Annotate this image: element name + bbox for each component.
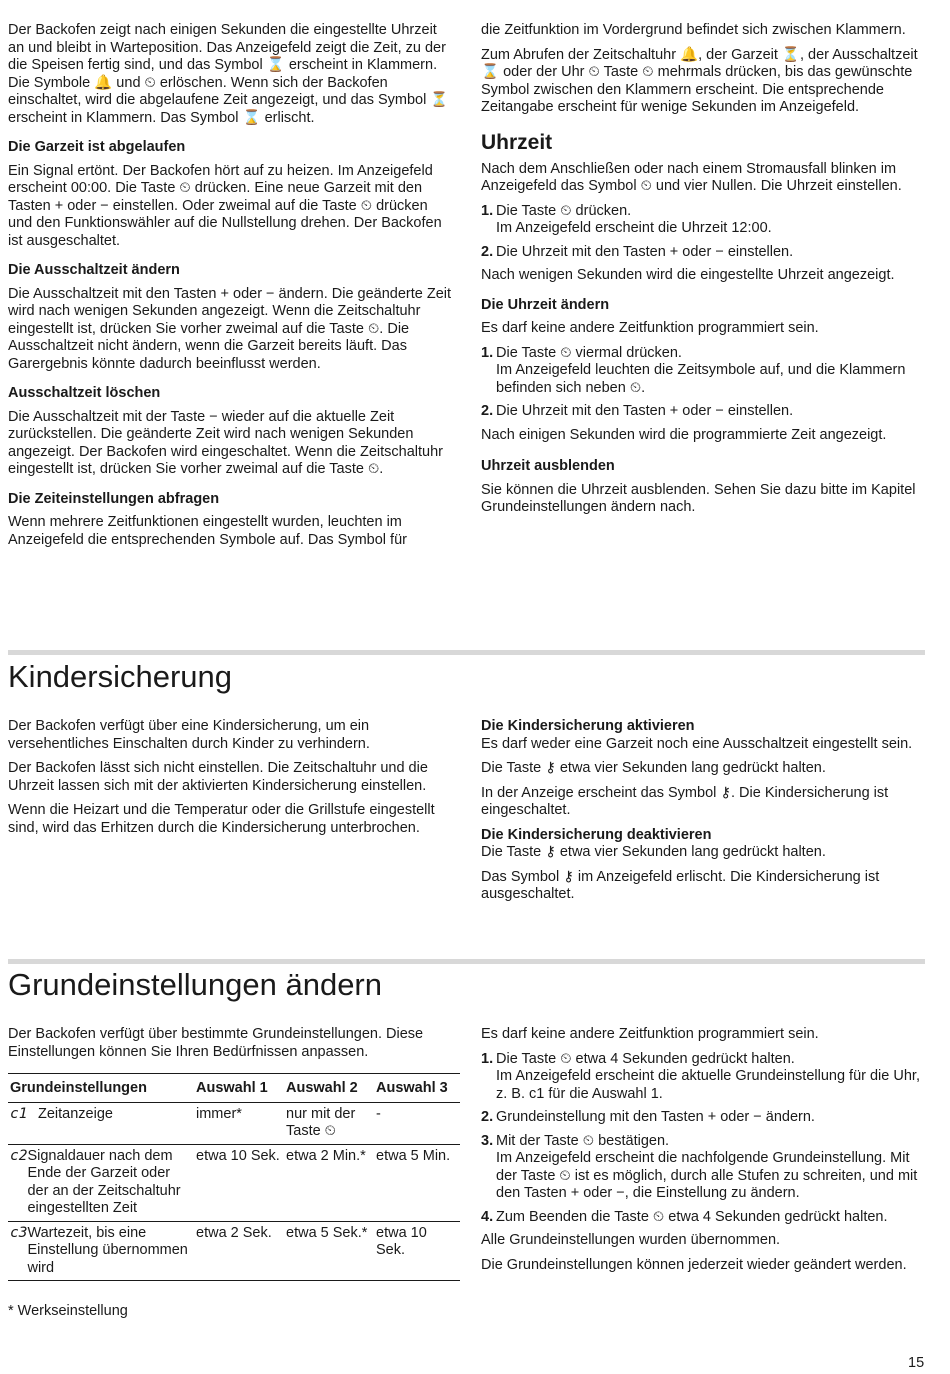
kinder-p3: Wenn die Heizart und die Temperatur oder die Grillstufe eingestellt sind, wird das Erhitzen durch die Kindersicherung unterbrochen. — [8, 802, 435, 836]
section-divider — [8, 650, 925, 655]
uhrzeit-ausblenden-text: Sie können die Uhrzeit ausblenden. Sehen Sie dazu bitte im Kapitel Grundeinstellungen ändern nach. — [481, 481, 916, 515]
grund-step-1: 1. Die Taste ⏲ etwa 4 Sekunden gedrückt halten. Im Anzeigefeld erscheint die aktuelle Grundeinstellung für die Uhr, z. B. c1 für die Auswahl 1. — [481, 1050, 920, 1102]
zeiteinstellungen-abfragen-text: Wenn mehrere Zeitfunktionen eingestellt wurden, leuchten im Anzeigefeld die entsprechenden Symbole auf. Das Symbol für — [8, 514, 407, 548]
kinder-aktivieren-p2: Die Taste ⚷ etwa vier Sekunden lang gedrückt halten. — [481, 760, 826, 776]
uhrzeit-step-1: 1. Die Taste ⏲ drücken. Im Anzeigefeld erscheint die Uhrzeit 12:00. — [481, 202, 772, 236]
kinder-p1: Der Backofen verfügt über eine Kindersicherung, um ein versehentliches Einschalten durch Kinder zu verhindern. — [8, 718, 370, 752]
kindersicherung-right-column — [481, 718, 925, 911]
grund-after-2: Die Grundeinstellungen können jederzeit wieder geändert werden. — [481, 1256, 907, 1273]
kindersicherung-left-column — [8, 718, 454, 844]
section-divider — [8, 959, 925, 964]
grundeinstellungen-table — [8, 1073, 460, 1281]
table-footnote: * Werkseinstellung — [8, 1303, 128, 1319]
table-row — [8, 1144, 460, 1221]
uhrzeit-aendern-after: Nach einigen Sekunden wird die programmierte Zeit angezeigt. — [481, 426, 887, 443]
ausschaltzeit-loeschen-heading: Ausschaltzeit löschen — [8, 385, 161, 401]
grund-step-3-text: Mit der Taste ⏲ bestätigen. — [496, 1132, 670, 1149]
grund-step-2-text: Grundeinstellung mit den Tasten + oder − ändern. — [496, 1109, 815, 1125]
uhrzeit-heading: Uhrzeit — [481, 130, 553, 154]
kinder-deaktivieren-p1: Die Taste ⚷ etwa vier Sekunden lang gedrückt halten. — [481, 844, 826, 860]
uhrzeit-aendern-heading: Die Uhrzeit ändern — [481, 296, 610, 313]
setting-code: c1 — [10, 1105, 28, 1122]
kinder-p2: Der Backofen lässt sich nicht einstellen. Die Zeitschaltuhr und die Uhrzeit lassen sich mit der aktivierten Kindersicherung einstellen. — [8, 760, 428, 794]
table-cell: etwa 2 Min.* — [284, 1144, 374, 1221]
kinder-aktivieren-p1: Es darf weder eine Garzeit noch eine Ausschaltzeit eingestellt sein. — [481, 735, 913, 752]
top-left-column — [8, 22, 454, 556]
grund-step-4: 4. Zum Beenden die Taste ⏲ etwa 4 Sekunden gedrückt halten. — [481, 1209, 925, 1227]
table-row — [8, 1102, 460, 1144]
ausschaltzeit-aendern-heading: Die Ausschaltzeit ändern — [8, 262, 180, 278]
uhrzeit-ausblenden-heading: Uhrzeit ausblenden — [481, 458, 615, 474]
top-right-column — [481, 22, 925, 524]
uhrzeit-intro: Nach dem Anschließen oder nach einem Stromausfall blinken im Anzeigefeld das Symbol ⏲ und vier Nullen. Die Uhrzeit einstellen. — [481, 160, 902, 194]
grund-step-2: 2. Grundeinstellung mit den Tasten + oder − ändern. — [481, 1109, 925, 1127]
table-cell: etwa 10 Sek. — [194, 1144, 284, 1221]
setting-name: Zeitanzeige — [38, 1105, 113, 1122]
grundeinstellungen-title: Grundeinstellungen ändern — [8, 967, 382, 1002]
uhrzeit-step-2-text: Die Uhrzeit mit den Tasten + oder − einstellen. — [496, 243, 794, 260]
table-header: Grundeinstellungen — [8, 1074, 194, 1103]
grund-step-3: 3. Mit der Taste ⏲ bestätigen. Im Anzeigefeld erscheint die nachfolgende Grundeinstellung. Mit der Taste ⏲ ist es möglich, durch alle Stufen zu schreiten, und mit den Tasten + oder −, die Einstellung zu ändern. — [481, 1132, 918, 1201]
table-cell: etwa 10 Sek. — [374, 1221, 460, 1281]
ausschaltzeit-loeschen-text: Die Ausschaltzeit mit der Taste − wieder auf die aktuelle Zeit zurückstellen. Die geänderte Zeit wird nach wenigen Sekunden angezeigt. Der Backofen wird eingeschaltet. Wenn die Zeitschaltuhr eingestellt ist, drücken Sie vorher zweimal auf die Taste ⏲. — [8, 408, 443, 477]
uhrzeit-aendern-step-1-detail: Im Anzeigefeld leuchten die Zeitsymbole auf, und die Klammern befinden sich neben ⏲. — [496, 362, 906, 396]
table-cell: - — [374, 1102, 460, 1144]
grund-step-3-detail: Im Anzeigefeld erscheint die nachfolgende Grundeinstellung. Mit der Taste ⏲ ist es möglich, durch alle Stufen zu schreiten, und mit den Tasten + oder −, die Einstellung zu ändern. — [496, 1150, 918, 1201]
kinder-deaktivieren-heading: Die Kindersicherung deaktivieren — [481, 826, 712, 843]
table-cell: etwa 2 Sek. — [194, 1221, 284, 1281]
page-number: 15 — [908, 1355, 925, 1371]
grund-step-4-text: Zum Beenden die Taste ⏲ etwa 4 Sekunden gedrückt halten. — [496, 1208, 888, 1225]
garzeit-text: Ein Signal ertönt. Der Backofen hört auf zu heizen. Im Anzeigefeld erscheint 00:00. Die Taste ⏲ drücken. Eine neue Garzeit mit den Tasten + oder − einstellen. Oder zweimal auf die Taste ⏲ drücken und den Funktionswähler auf die Nullstellung drehen. Der Backofen ist ausgeschaltet. — [8, 162, 442, 249]
grund-step-1-text: Die Taste ⏲ etwa 4 Sekunden gedrückt halten. — [496, 1050, 795, 1067]
uhrzeit-step-1-text: Die Taste ⏲ drücken. — [496, 202, 632, 219]
table-header: Auswahl 3 — [374, 1074, 460, 1103]
table-cell: etwa 5 Min. — [374, 1144, 460, 1221]
uhrzeit-aendern-text: Es darf keine andere Zeitfunktion programmiert sein. — [481, 320, 819, 336]
uhrzeit-aendern-step-1-text: Die Taste ⏲ viermal drücken. — [496, 344, 682, 361]
setting-code: c2 — [10, 1147, 28, 1164]
uhrzeit-aendern-step-1: 1. Die Taste ⏲ viermal drücken. Im Anzeigefeld leuchten die Zeitsymbole auf, und die Klammern befinden sich neben ⏲. — [481, 344, 906, 396]
grund-r-p1: Es darf keine andere Zeitfunktion programmiert sein. — [481, 1026, 819, 1042]
kindersicherung-title: Kindersicherung — [8, 659, 233, 694]
table-cell: etwa 5 Sek.* — [284, 1221, 374, 1281]
oven-intro-text: Der Backofen zeigt nach einigen Sekunden die eingestellte Uhrzeit an und bleibt in Warteposition. Das Anzeigefeld zeigt die Zeit, zu der die Speisen fertig sind, und das Symbol ⌛ erscheint in Klammern. Die Symbole 🔔 und ⏲ erlöschen. Wenn sich der Backofen einschaltet, wird die abgelaufene Zeit angezeigt, und das Symbol ⏳ erscheint in Klammern. Das Symbol ⌛ erlischt. — [8, 22, 449, 126]
setting-name: Wartezeit, bis eine Einstellung übernommen wird — [27, 1224, 188, 1276]
table-row — [8, 1221, 460, 1281]
grund-right-column — [481, 1026, 925, 1281]
abruf-text: Zum Abrufen der Zeitschaltuhr 🔔, der Garzeit ⏳, der Ausschaltzeit ⌛ oder der Uhr ⏲ Taste ⏲ mehrmals drücken, bis das gewünschte Symbol zwischen den Klammern erscheint. Die entsprechende Zeitangabe erscheint für wenige Sekunden im Anzeigefeld. — [481, 46, 918, 115]
uhrzeit-after-text: Nach wenigen Sekunden wird die eingestellte Uhrzeit angezeigt. — [481, 267, 895, 283]
table-header-row — [8, 1074, 460, 1103]
ausschaltzeit-aendern-text: Die Ausschaltzeit mit den Tasten + oder − ändern. Die geänderte Zeit wird nach wenigen Sekunden angezeigt. Wenn die Zeitschaltuhr eingestellt ist, drücken Sie vorher zweimal auf die Taste ⏲. Die Ausschaltzeit nicht ändern, wenn die Garzeit bereits läuft. Das Garergebnis könnte dadurch beeinflusst werden. — [8, 285, 452, 372]
table-cell: nur mit der Taste ⏲ — [284, 1102, 374, 1144]
uhrzeit-aendern-step-2: 2. Die Uhrzeit mit den Tasten + oder − einstellen. — [481, 403, 925, 421]
grund-intro: Der Backofen verfügt über bestimmte Grundeinstellungen. Diese Einstellungen können Sie Ihren Bedürfnissen anpassen. — [8, 1026, 424, 1060]
setting-code: c3 — [10, 1224, 28, 1241]
zeiteinstellungen-abfragen-heading: Die Zeiteinstellungen abfragen — [8, 490, 220, 507]
table-header: Auswahl 2 — [284, 1074, 374, 1103]
grund-left-column — [8, 1026, 454, 1068]
uhrzeit-step-1-detail: Im Anzeigefeld erscheint die Uhrzeit 12:00. — [496, 220, 772, 236]
grund-step-1-detail: Im Anzeigefeld erscheint die aktuelle Grundeinstellung für die Uhr, z. B. c1 für die Auswahl 1. — [496, 1068, 920, 1102]
kinder-aktivieren-p3: In der Anzeige erscheint das Symbol ⚷. Die Kindersicherung ist eingeschaltet. — [481, 784, 889, 818]
grund-after-1: Alle Grundeinstellungen wurden übernommen. — [481, 1232, 781, 1248]
continued-text: die Zeitfunktion im Vordergrund befindet sich zwischen Klammern. — [481, 22, 906, 38]
kinder-aktivieren-heading: Die Kindersicherung aktivieren — [481, 718, 695, 734]
setting-name: Signaldauer nach dem Ende der Garzeit oder der an der Zeitschaltuhr eingestellten Zeit — [27, 1147, 181, 1216]
table-header: Auswahl 1 — [194, 1074, 284, 1103]
garzeit-heading: Die Garzeit ist abgelaufen — [8, 139, 186, 155]
uhrzeit-step-2: 2. Die Uhrzeit mit den Tasten + oder − einstellen. — [481, 244, 925, 262]
table-cell: immer* — [194, 1102, 284, 1144]
uhrzeit-aendern-step-2-text: Die Uhrzeit mit den Tasten + oder − einstellen. — [496, 403, 794, 419]
kinder-deaktivieren-p2: Das Symbol ⚷ im Anzeigefeld erlischt. Die Kindersicherung ist ausgeschaltet. — [481, 868, 880, 902]
